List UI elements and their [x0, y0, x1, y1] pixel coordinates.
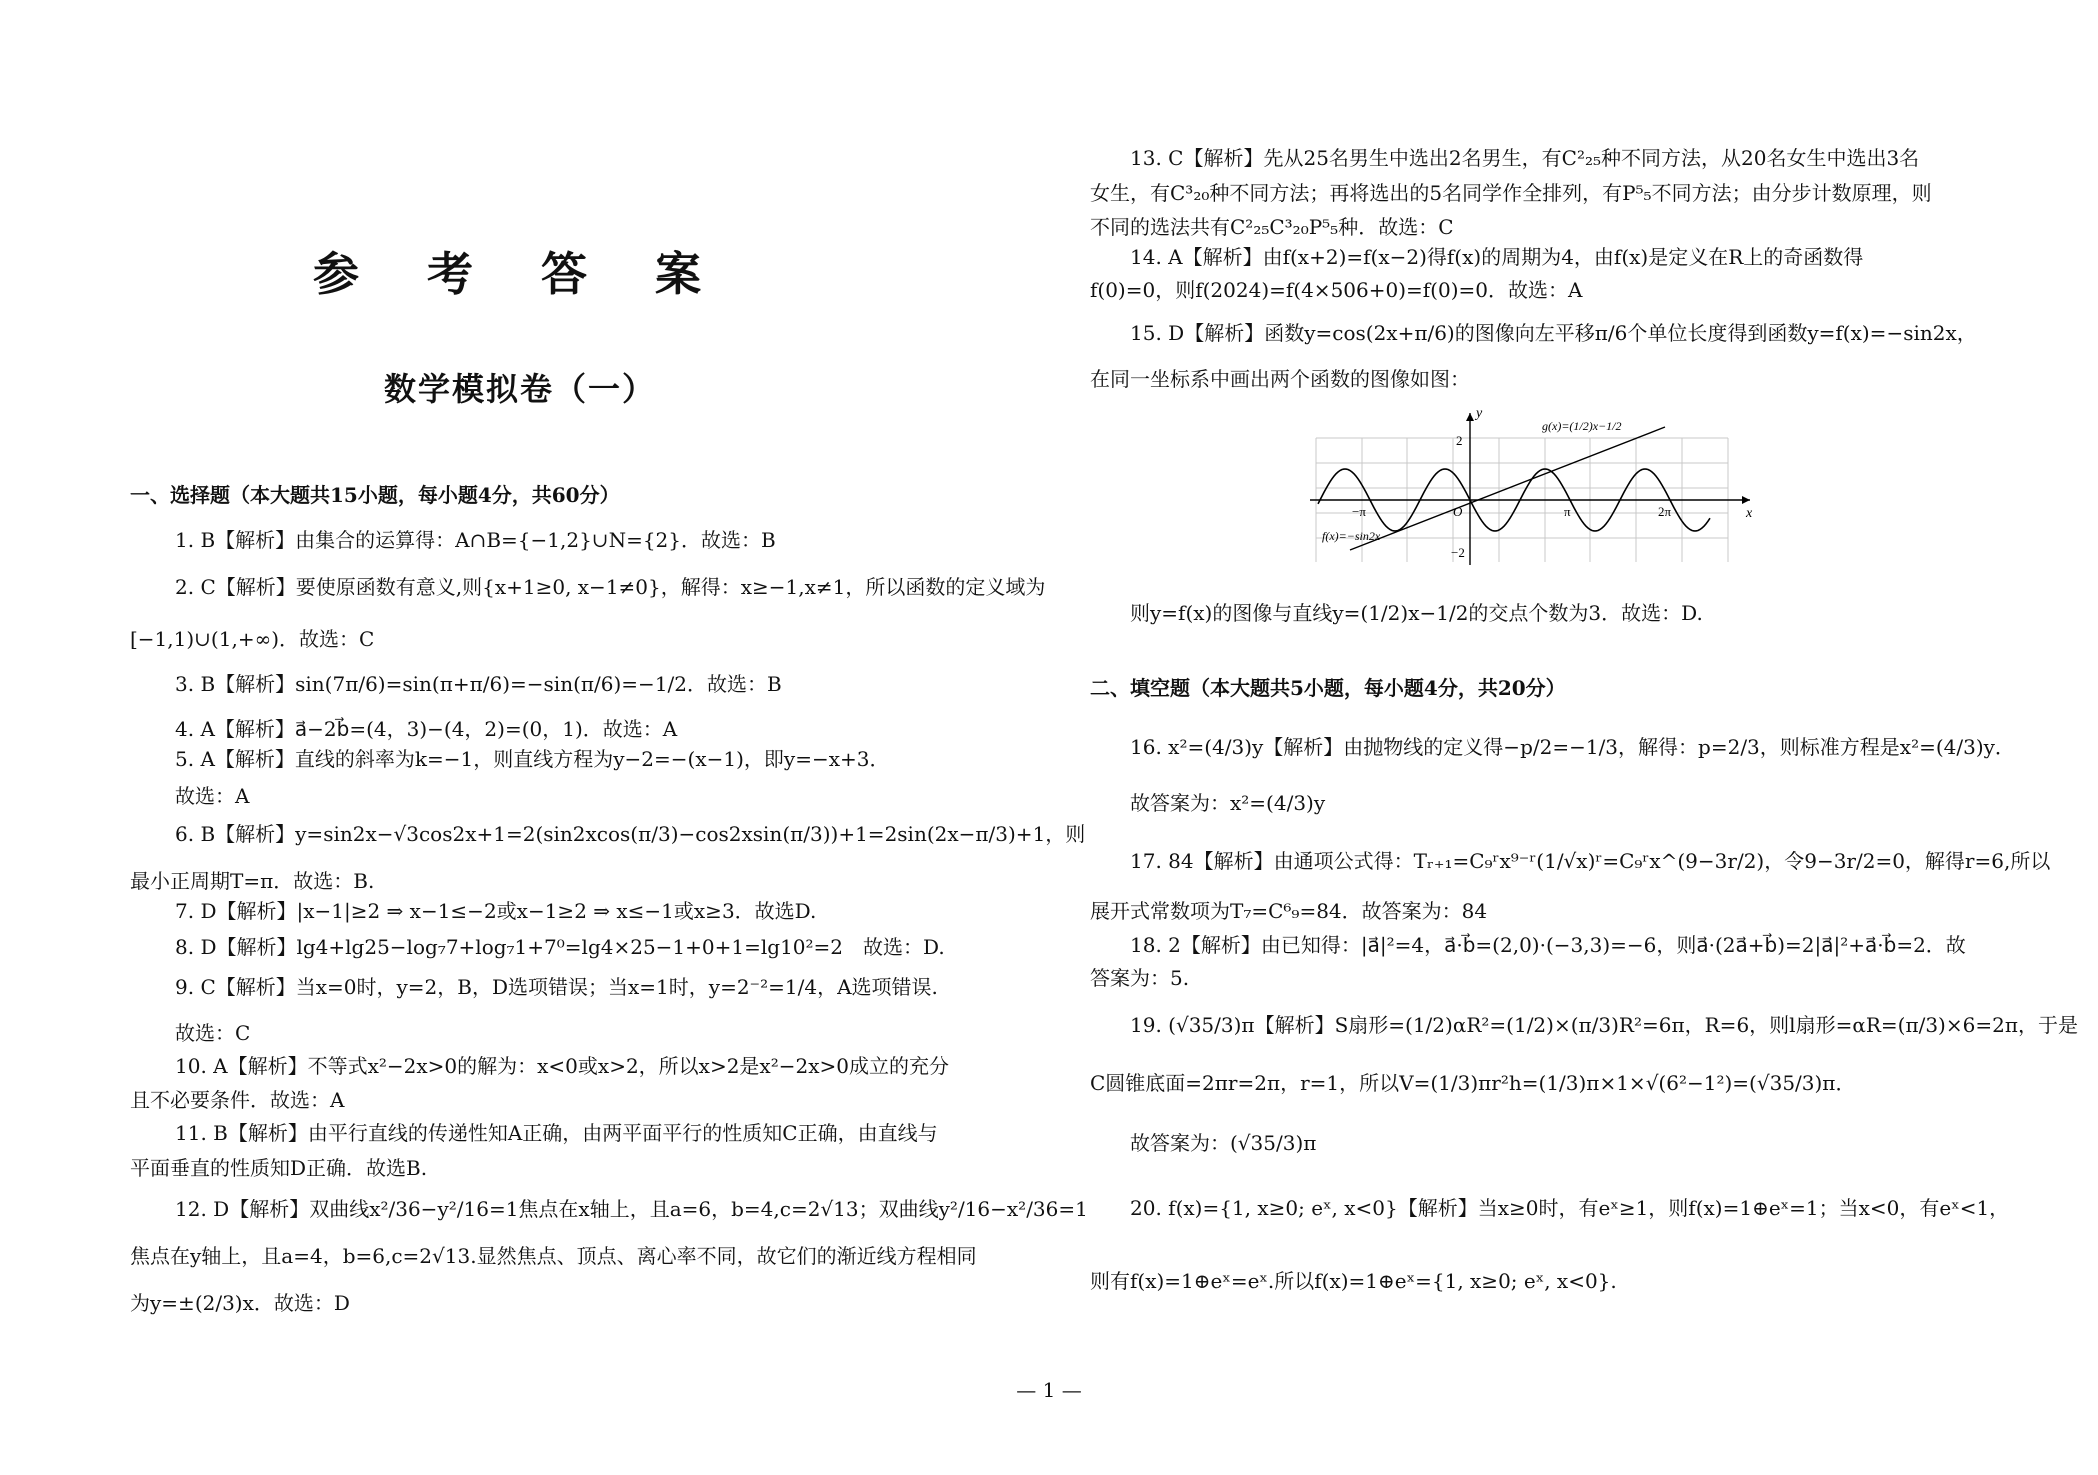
answer-line: 故答案为：(√35/3)π — [1130, 1131, 1317, 1155]
answer-line: [−1,1)∪(1,+∞)．故选：C — [130, 627, 375, 651]
answer-line: 19. (√35/3)π【解析】S扇形=(1/2)αR²=(1/2)×(π/3)R²=6π，R=6，则l扇形=αR=(π/3)×6=2π，于是 — [1130, 1013, 2078, 1037]
answer-line: 3. B【解析】sin(7π/6)=sin(π+π/6)=−sin(π/6)=−1/2．故选：B — [175, 672, 782, 696]
answer-line: 女生，有C³₂₀种不同方法；再将选出的5名同学作全排列，有P⁵₅不同方法；由分步计数原理，则 — [1090, 181, 1932, 205]
tick-label-2pi: 2π — [1658, 504, 1672, 519]
answer-line: 在同一坐标系中画出两个函数的图像如图： — [1090, 367, 1470, 391]
answer-line: 最小正周期T=π．故选：B. — [130, 869, 375, 893]
answer-line: 4. A【解析】a⃗−2b⃗=(4，3)−(4，2)=(0，1)．故选：A — [175, 717, 678, 741]
answer-line: 不同的选法共有C²₂₅C³₂₀P⁵₅种．故选：C — [1090, 215, 1454, 239]
answer-line: 13. C【解析】先从25名男生中选出2名男生，有C²₂₅种不同方法，从20名女生中选出3名 — [1130, 146, 1920, 170]
page-subtitle: 数学模拟卷（一） — [383, 370, 656, 408]
tick-label-neg-pi: −π — [1352, 504, 1366, 519]
answer-line: 10. A【解析】不等式x²−2x>0的解为：x<0或x>2，所以x>2是x²−2x>0成立的充分 — [175, 1054, 949, 1078]
section-heading-choice: 一、选择题（本大题共15小题，每小题4分，共60分） — [130, 483, 620, 507]
tick-label-origin: O — [1453, 504, 1463, 519]
answer-line: 14. A【解析】由f(x+2)=f(x−2)得f(x)的周期为4，由f(x)是定义在R上的奇函数得 — [1130, 245, 1864, 269]
answer-line: 18. 2【解析】由已知得：|a⃗|²=4，a⃗·b⃗=(2,0)·(−3,3)=−6，则a⃗·(2a⃗+b⃗)=2|a⃗|²+a⃗·b⃗=2．故 — [1130, 933, 1966, 957]
tick-label-neg2: −2 — [1451, 545, 1465, 560]
answer-line: 则y=f(x)的图像与直线y=(1/2)x−1/2的交点个数为3．故选：D. — [1130, 601, 1703, 625]
answer-line: 12. D【解析】双曲线x²/36−y²/16=1焦点在x轴上，且a=6，b=4,c=2√13；双曲线y²/16−x²/36=1 — [175, 1197, 1088, 1221]
tick-label-2: 2 — [1456, 433, 1463, 448]
answer-line: 故选：A — [175, 784, 250, 808]
answer-line: 15. D【解析】函数y=cos(2x+π/6)的图像向左平移π/6个单位长度得到函数y=f(x)=−sin2x， — [1130, 321, 1977, 345]
answer-line: 6. B【解析】y=sin2x−√3cos2x+1=2(sin2xcos(π/3)−cos2xsin(π/3))+1=2sin(2x−π/3)+1，则 — [175, 822, 1086, 846]
answer-line: 9. C【解析】当x=0时，y=2，B，D选项错误；当x=1时，y=2⁻²=1/4，A选项错误. — [175, 975, 938, 999]
answer-line: 2. C【解析】要使原函数有意义,则{x+1≥0, x−1≠0}，解得：x≥−1,x≠1，所以函数的定义域为 — [175, 575, 1046, 599]
answer-line: C圆锥底面=2πr=2π，r=1，所以V=(1/3)πr²h=(1/3)π×1×√(6²−1²)=(√35/3)π． — [1090, 1071, 1856, 1095]
answer-line: 焦点在y轴上，且a=4，b=6,c=2√13.显然焦点、顶点、离心率不同，故它们的渐近线方程相同 — [130, 1244, 977, 1268]
answer-line: 11. B【解析】由平行直线的传递性知A正确，由两平面平行的性质知C正确，由直线与 — [175, 1121, 938, 1145]
answer-line: 展开式常数项为T₇=C⁶₉=84．故答案为：84 — [1090, 899, 1488, 923]
answer-line: 答案为：5. — [1090, 966, 1190, 990]
g-label: g(x)=(1/2)x−1/2 — [1542, 419, 1622, 433]
answer-line: 故答案为：x²=(4/3)y — [1130, 791, 1326, 815]
answer-line: 且不必要条件．故选：A — [130, 1088, 345, 1112]
page-number: — 1 — — [1016, 1378, 1082, 1402]
section-heading-fill: 二、填空题（本大题共5小题，每小题4分，共20分） — [1090, 676, 1566, 700]
answer-line: 16. x²=(4/3)y【解析】由抛物线的定义得−p/2=−1/3，解得：p=2/3，则标准方程是x²=(4/3)y． — [1130, 735, 2015, 759]
function-graph-figure — [1310, 405, 1765, 570]
answer-line: 8. D【解析】lg4+lg25−log₇7+log₇1+7⁰=lg4×25−1+0+1=lg10²=2 故选：D. — [175, 935, 945, 959]
answer-line: 则有f(x)=1⊕eˣ=eˣ.所以f(x)=1⊕eˣ={1, x≥0; eˣ, x<0}. — [1090, 1269, 1617, 1293]
axis-label-y: y — [1476, 406, 1483, 421]
answer-line: 20. f(x)={1, x≥0; eˣ, x<0}【解析】当x≥0时，有eˣ≥1，则f(x)=1⊕eˣ=1；当x<0，有eˣ<1， — [1130, 1196, 2010, 1220]
answer-line: f(0)=0，则f(2024)=f(4×506+0)=f(0)=0．故选：A — [1090, 278, 1583, 302]
axis-label-x: x — [1746, 506, 1753, 521]
page-title: 参 考 答 案 — [312, 247, 728, 301]
f-label: f(x)=−sin2x — [1322, 529, 1381, 543]
answer-line: 5. A【解析】直线的斜率为k=−1，则直线方程为y−2=−(x−1)，即y=−x+3． — [175, 747, 890, 771]
answer-line: 17. 84【解析】由通项公式得：Tᵣ₊₁=C₉ʳx⁹⁻ʳ(1/√x)ʳ=C₉ʳx^(9−3r/2)，令9−3r/2=0，解得r=6,所以 — [1130, 849, 2051, 873]
answer-line: 1. B【解析】由集合的运算得：A∩B={−1,2}∪N={2}．故选：B — [175, 528, 776, 552]
answer-line: 7. D【解析】|x−1|≥2 ⇒ x−1≤−2或x−1≥2 ⇒ x≤−1或x≥3．故选D. — [175, 899, 817, 923]
answer-line: 为y=±(2/3)x．故选：D — [130, 1291, 350, 1315]
answer-line: 故选：C — [175, 1021, 251, 1045]
tick-label-pi: π — [1564, 504, 1571, 519]
answer-line: 平面垂直的性质知D正确．故选B. — [130, 1156, 428, 1180]
